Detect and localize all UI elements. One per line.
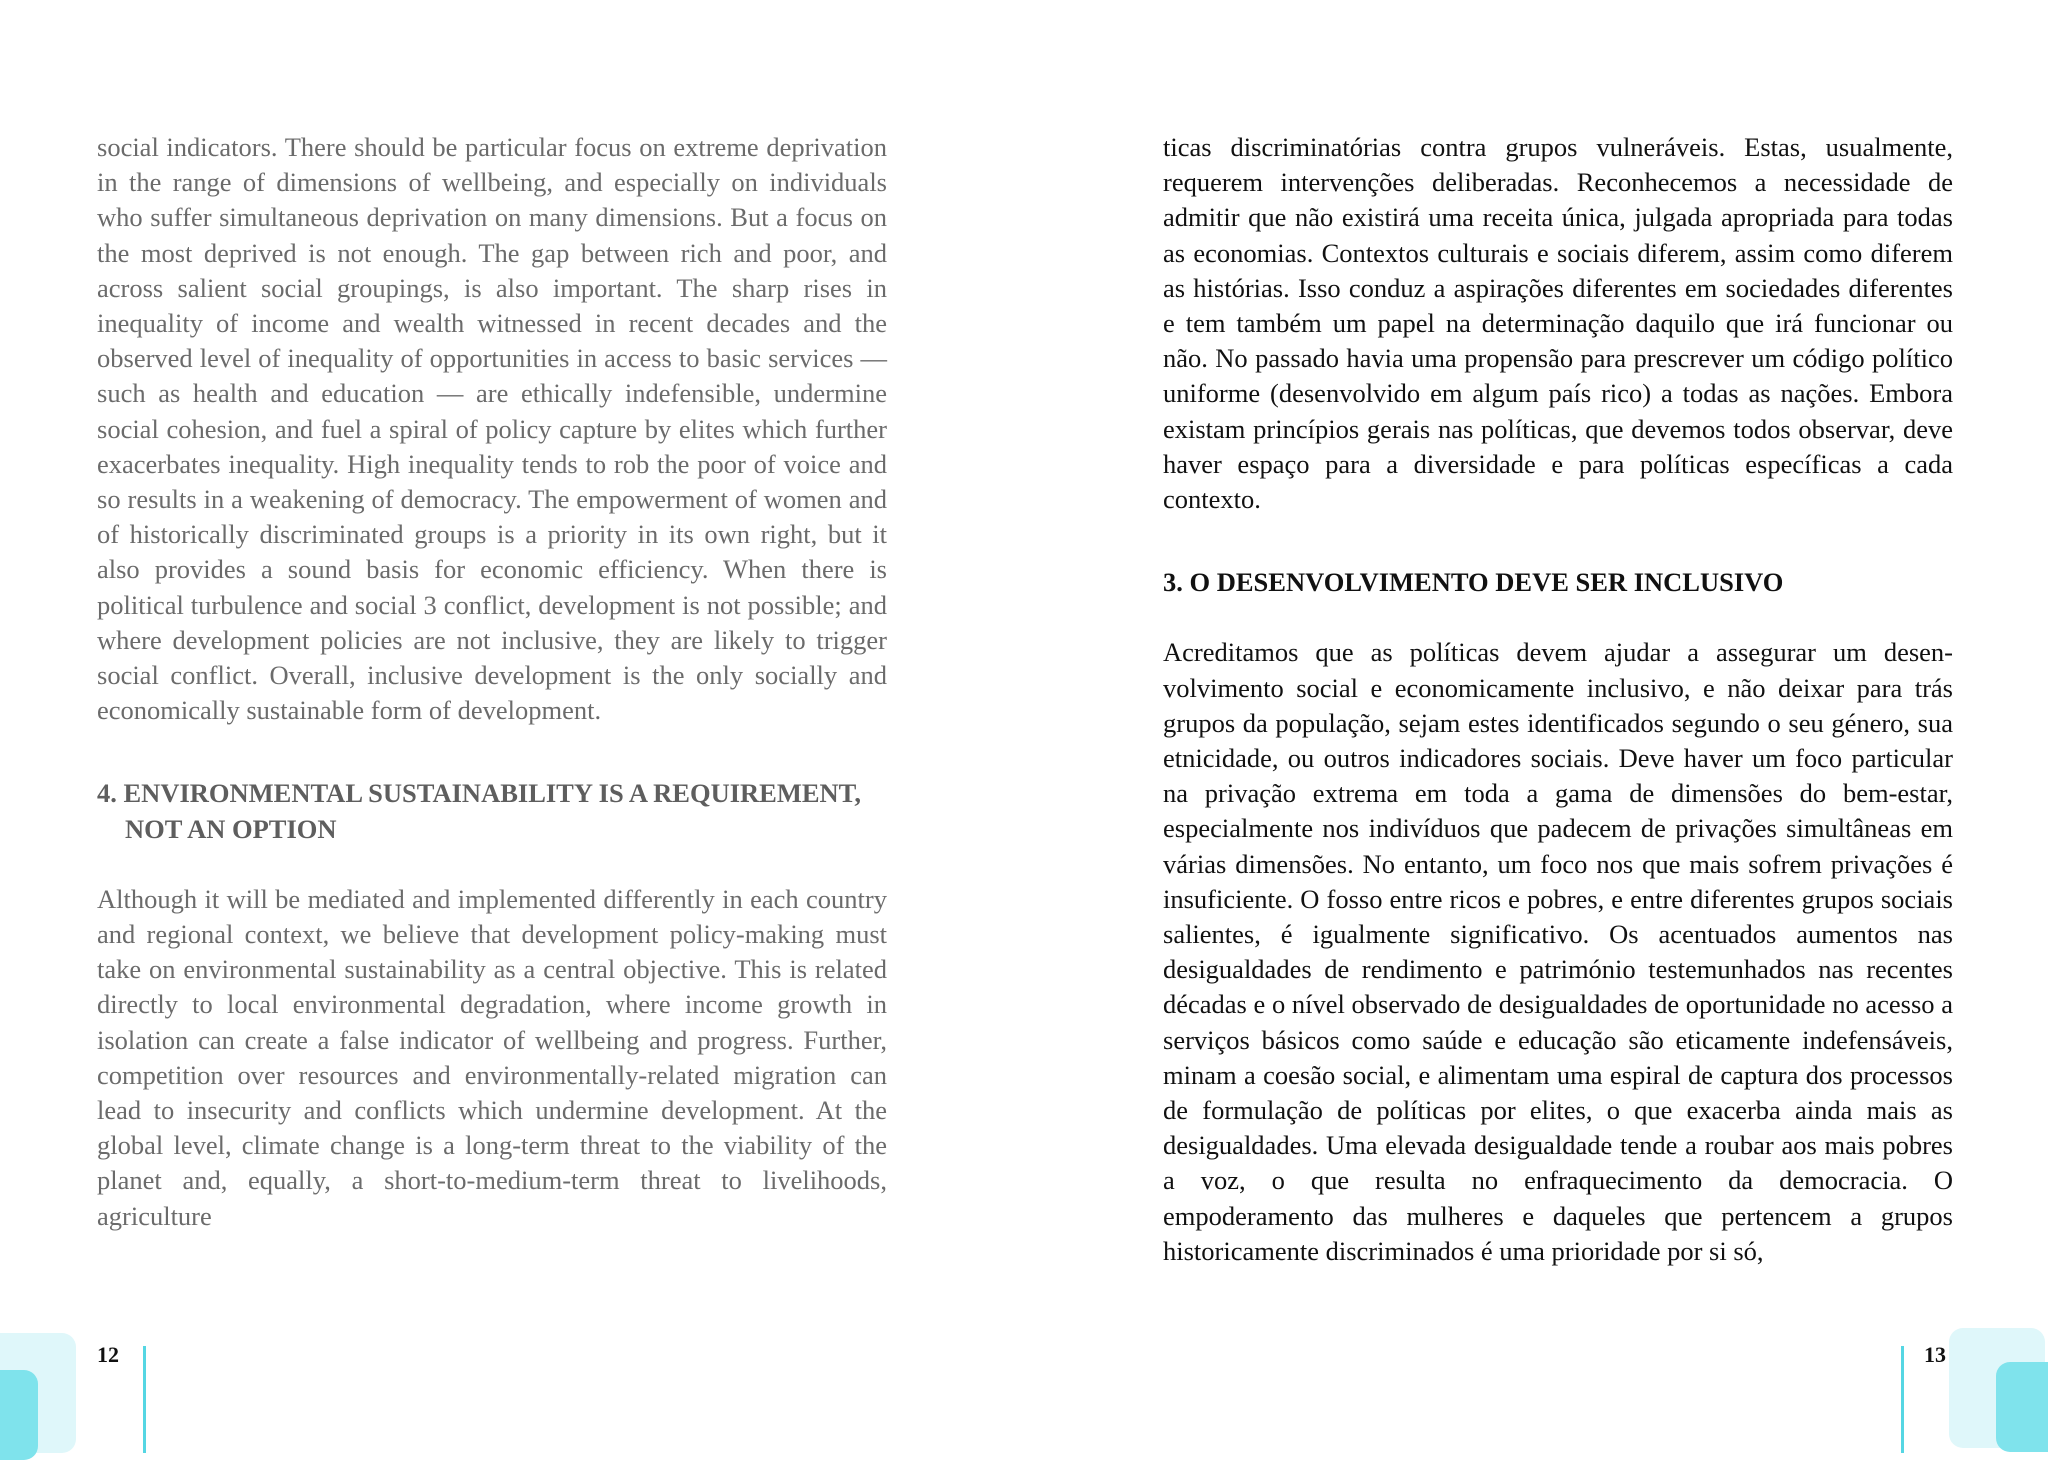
right-text-column [1163, 130, 1953, 1269]
right-corner-decoration-dark [1996, 1362, 2048, 1452]
left-corner-decoration-dark [0, 1370, 38, 1460]
right-paragraph-2: Acreditamos que as políticas devem ajudar a assegurar um desenvolvimento social e economicamente inclusivo, e não deixar para trás grupos da população, sejam estes identificados segundo o seu género, sua etnicidade, ou outros indicadores sociais. Deve haver um foco particular na privação extrema em toda a gama de dimensões do bem-estar, especialmente nos indivíduos que padecem de privações simultâneas em várias dimensões. No entanto, um foco nos que mais sofrem privações é insuficiente. O fosso entre ricos e pobres, e entre diferentes grupos sociais salientes, é igualmente significativo. Os acentuados aumentos nas desigualdades de rendimento e património testemunhados nas recentes décadas e o nível observado de desigualdades de oportunidade no acesso a serviços básicos como saúde e educação são eticamente indefensáveis, minam a coesão social, e alimentam uma espiral de captura dos processos de formulação de políticas por elites, o que exacerba ainda mais as desigualdades. Uma elevada desigualdade tende a roubar aos mais pobres a voz, o que resulta no enfraquecimento da democracia. O empoderamento das mulheres e daqueles que pertencem a grupos historicamente discriminados é uma prioridade por si só, [1163, 637, 1953, 1266]
left-paragraph-2: Although it will be mediated and implemented differently in each country and regional context, we believe that development policy-making must take on environmental sustainability as a central objective. This is related directly to local environmental degradation, where income growth in isolation can create a false indicator of wellbeing and progress. Further, competition over resources and environmentally-related migration can lead to insecurity and conflicts which undermine development. At the global level, climate change is a long-term threat to the viability of the planet and, equally, a short-to-medium-term threat to livelihoods, agriculture [97, 883, 887, 1231]
right-paragraph-1: ticas discriminatórias contra grupos vulneráveis. Estas, usualmente, requerem intervenções deliberadas. Reconhecemos a necessidade de admitir que não existirá uma receita única, julgada apropriada para todas as economias. Contextos culturais e sociais diferem, assim como diferem as histórias. Isso conduz a aspirações diferentes em sociedades diferentes e tem também um papel na determinação daquilo que irá funcionar ou não. No passado havia uma propensão para prescrever um código político uniforme (desenvolvido em algum país rico) a todas as nações. Embora existam princípios gerais nas políticas, que devemos todos observar, deve haver espaço para a diversidade e para políticas específicas a cada contexto. [1163, 132, 1953, 515]
right-page [1024, 0, 2048, 1453]
right-footer-rule [1901, 1346, 1904, 1453]
right-section-heading: 3. O DESENVOLVIMENTO DEVE SER INCLUSIVO [1163, 567, 1784, 598]
left-section-heading: 4. ENVIRONMENTAL SUSTAINABILITY IS A REQUIREMENT, NOT AN OPTION [97, 778, 861, 844]
left-footer-rule [143, 1346, 146, 1453]
left-paragraph-1: social indicators. There should be particular focus on extreme deprivation in the range of dimensions of wellbeing, and especially on individuals who suffer simultaneous deprivation on many dimensions. But a focus on the most deprived is not enough. The gap between rich and poor, and across salient social groupings, is also important. The sharp rises in inequality of income and wealth witnessed in recent decades and the observed level of inequality of opportunities in access to basic services — such as health and education — are ethically indefensible, undermine social cohesion, and fuel a spiral of policy capture by elites which further exacerbates inequality. High inequality tends to rob the poor of voice and so results in a weakening of democracy. The empowerment of women and of historically discriminated groups is a priority in its own right, but it also provides a sound basis for economic efficiency. When there is political turbulence and social 3 conflict, development is not possible; and where development policies are not inclusive, they are likely to trigger social conflict. Overall, inclusive development is the only socially and economically sustainable form of development. [97, 132, 887, 726]
page-number-left: 12 [97, 1342, 119, 1367]
left-text-column [97, 130, 887, 1234]
page-number-right: 13 [1924, 1342, 1946, 1367]
left-page [0, 0, 1024, 1453]
